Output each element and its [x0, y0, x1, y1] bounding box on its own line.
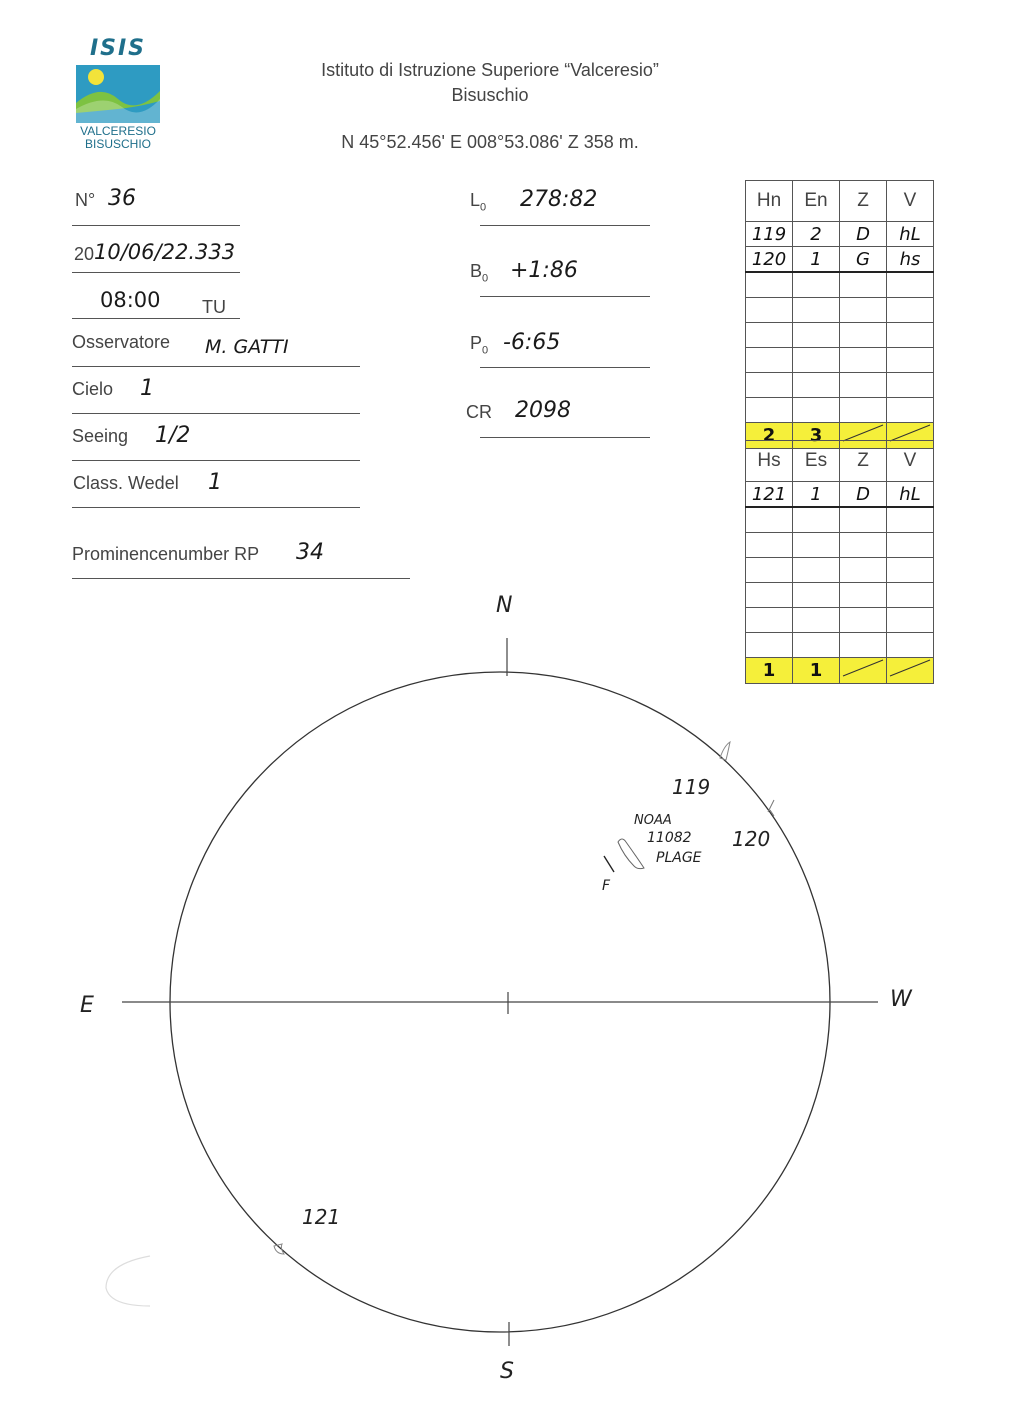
observer-label: Osservatore [72, 332, 171, 352]
north-row-1-z: D [840, 222, 887, 247]
north-total-eruptions: 3 [793, 423, 840, 449]
prominence-value: 34 [296, 540, 324, 565]
south-total-groups: 1 [746, 658, 793, 684]
time-unit: TU [202, 297, 226, 317]
north-total-groups: 2 [746, 423, 793, 449]
wedel-value: 1 [208, 470, 222, 495]
compass-south: S [500, 1359, 514, 1384]
number-value: 36 [108, 186, 136, 211]
south-header-es: Es [793, 441, 840, 482]
logo-sub-1: VALCERESIO [80, 124, 156, 138]
south-header-z: Z [840, 441, 887, 482]
logo-sub-2: BISUSCHIO [84, 137, 151, 151]
observatory-coordinates: N 45°52.456' E 008°53.086' Z 358 m. [341, 132, 639, 152]
north-row-2-v: hs [887, 247, 934, 273]
label-121: 121 [302, 1205, 341, 1229]
b0-label: $B_0$ [470, 261, 489, 285]
cr-value: 2098 [515, 398, 571, 423]
north-row-2-en: 1 [793, 247, 840, 273]
filament-label: F [602, 878, 611, 894]
p0-value: -6:65 [503, 330, 561, 355]
number-label: N° [75, 190, 96, 210]
south-row-1-z: D [840, 482, 887, 508]
plage-mark [618, 839, 644, 869]
l0-value: 278:82 [520, 187, 598, 212]
noaa-label-1: NOAA [634, 813, 672, 828]
south-header-v: V [887, 441, 934, 482]
north-header-z: Z [840, 181, 887, 222]
north-header-v: V [887, 181, 934, 222]
institute-town: Bisuschio [451, 85, 529, 105]
south-row-1-v: hL [887, 482, 934, 508]
institute-name: Istituto di Istruzione Superiore “Valceresio” [321, 60, 659, 80]
north-header-en: En [793, 181, 840, 222]
north-row-1-v: hL [887, 222, 934, 247]
sky-label: Cielo [72, 379, 114, 399]
prominence-121-mark [274, 1244, 284, 1254]
date-value: 10/06/22.333 [94, 240, 236, 264]
north-header-hn: Hn [746, 181, 793, 222]
south-row-1-hs: 121 [746, 482, 793, 508]
compass-north: N [496, 593, 513, 618]
seeing-label: Seeing [72, 426, 129, 446]
wedel-label: Class. Wedel [73, 473, 179, 493]
time-value: 08:00 [100, 288, 161, 312]
north-row-1-en: 2 [793, 222, 840, 247]
south-row-1-es: 1 [793, 482, 840, 508]
noaa-label-2: 11082 [647, 830, 692, 846]
prominence-label: Prominencenumber RP [72, 544, 260, 564]
cr-label: CR [466, 402, 492, 422]
south-total-eruptions: 1 [793, 658, 840, 684]
north-row-1-hn: 119 [746, 222, 793, 247]
logo-text: ISIS [89, 36, 147, 61]
south-header-hs: Hs [746, 441, 793, 482]
p0-label: $P_0$ [470, 333, 489, 357]
observer-value: M. GATTI [205, 336, 289, 358]
noaa-label-3: PLAGE [656, 850, 702, 866]
stray-arc-mark [106, 1256, 150, 1306]
label-120: 120 [732, 827, 771, 851]
label-119: 119 [672, 775, 711, 799]
compass-east: E [80, 993, 94, 1018]
compass-west: W [890, 987, 912, 1012]
filament-mark [604, 856, 614, 872]
b0-value: +1:86 [510, 258, 578, 283]
l0-label: $L_0$ [470, 190, 487, 214]
north-row-2-hn: 120 [746, 247, 793, 273]
north-row-2-z: G [840, 247, 887, 273]
seeing-value: 1/2 [155, 423, 191, 448]
sky-value: 1 [140, 376, 154, 401]
date-printed-prefix: 20 [74, 244, 95, 264]
